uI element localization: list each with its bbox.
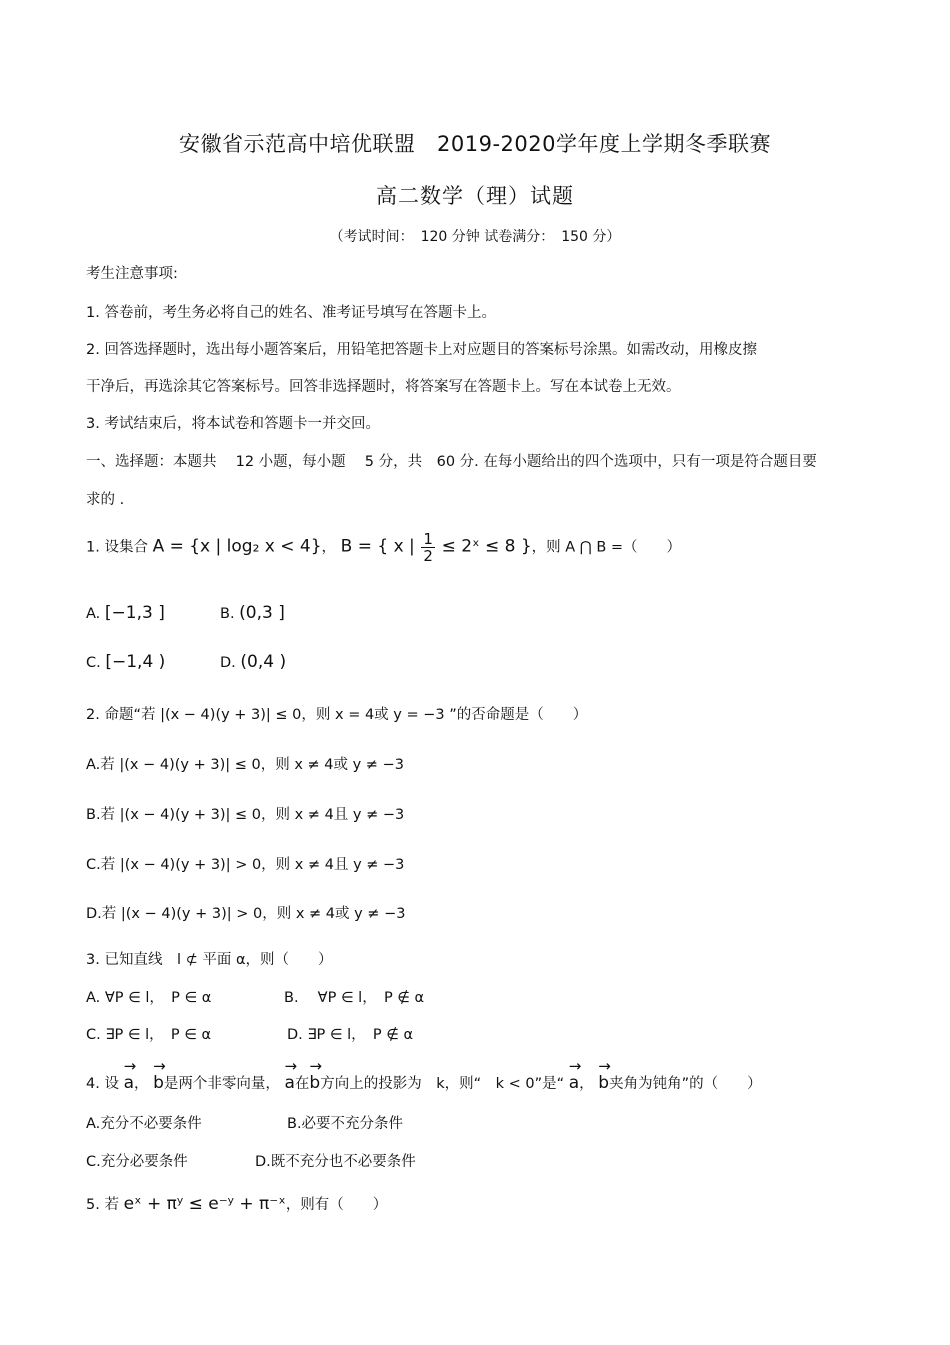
q1-option-d-value: (0,4 ) — [240, 652, 287, 672]
exam-title: 安徽省示范高中培优联盟 2019-2020学年度上学期冬季联赛 — [179, 132, 771, 156]
q1-option-a-label: A. — [86, 606, 101, 622]
q1-fraction-numerator: 1 — [423, 530, 433, 548]
q1-suffix: ，则 A ⋂ B =（ ） — [531, 539, 682, 556]
q4-part-6: 夹角为钝角”的（ ） — [609, 1076, 762, 1092]
q5-expression: eˣ + πʸ ≤ e⁻ʸ + π⁻ˣ — [123, 1194, 286, 1214]
q4-vector-a: → a — [124, 1063, 134, 1093]
q1-option-c-value: [−1,4 ) — [105, 652, 166, 672]
q4-vector-a-2: → a — [285, 1063, 295, 1093]
q1-set-b-end: ≤ 2ˣ ≤ 8 } — [441, 536, 532, 557]
question-3-stem: 3. 已知直线 l ⊄ 平面 α，则（ ） — [86, 952, 333, 968]
q3-option-a: A. ∀P ∈ l， P ∈ α — [86, 990, 212, 1006]
q4-part-4: 在 — [294, 1076, 310, 1092]
q1-fraction — [421, 531, 435, 564]
q4-part-2b: ， — [579, 1076, 594, 1092]
notice-heading: 考生注意事项: — [86, 266, 178, 282]
q2-option-b: B.若 |(x − 4)(y + 3)| ≤ 0，则 x ≠ 4且 y ≠ −3 — [86, 807, 405, 823]
q1-option-a — [86, 603, 165, 623]
question-1-stem — [86, 531, 681, 564]
exam-info: （考试时间： 120 分钟 试卷满分： 150 分） — [329, 229, 621, 245]
q1-prefix: 1. 设集合 — [86, 539, 148, 556]
section-heading-line2: 求的 . — [86, 492, 125, 508]
q4-option-d: D.既不充分也不必要条件 — [255, 1154, 416, 1170]
q4-part-3: 是两个非零向量， — [163, 1076, 280, 1092]
q1-option-b-value: (0,3 ] — [239, 603, 285, 623]
q1-separator: ， — [321, 539, 337, 556]
q4-option-b: B.必要不充分条件 — [287, 1116, 404, 1132]
notice-item-3: 3. 考试结束后，将本试卷和答题卡一并交回。 — [86, 416, 380, 432]
q4-part-2: ， — [133, 1076, 149, 1092]
q1-option-d-label: D. — [220, 655, 236, 671]
q4-vector-b-3: → b — [598, 1063, 609, 1093]
q1-option-b-label: B. — [220, 606, 235, 622]
q1-fraction-denominator: 2 — [423, 547, 433, 565]
q5-prefix: 5. 若 — [86, 1197, 119, 1213]
q4-option-a: A.充分不必要条件 — [86, 1116, 202, 1132]
notice-item-1: 1. 答卷前，考生务必将自己的姓名、准考证号填写在答题卡上。 — [86, 305, 496, 321]
q1-option-c — [86, 652, 165, 672]
question-5-stem — [86, 1193, 387, 1214]
q1-option-d — [220, 652, 286, 672]
q1-option-c-label: C. — [86, 655, 101, 671]
q5-suffix: ，则有（ ） — [285, 1197, 388, 1213]
q3-option-d: D. ∃P ∈ l， P ∉ α — [287, 1027, 414, 1043]
section-heading-line1: 一、选择题：本题共 12 小题，每小题 5 分，共 60 分. 在每小题给出的四个选项中，只有一项是符合题目要 — [86, 454, 817, 470]
q4-vector-b-2: → b — [309, 1063, 320, 1093]
q4-part-1: 4. 设 — [86, 1076, 119, 1092]
q1-option-b — [220, 603, 285, 623]
q2-option-a: A.若 |(x − 4)(y + 3)| ≤ 0，则 x ≠ 4或 y ≠ −3 — [86, 757, 404, 773]
q1-set-a: A = {x | log₂ x < 4} — [152, 536, 322, 557]
notice-item-2b: 干净后，再选涂其它答案标号。回答非选择题时，将答案写在答题卡上。写在本试卷上无效。 — [86, 379, 681, 395]
q2-option-d: D.若 |(x − 4)(y + 3)| > 0，则 x ≠ 4或 y ≠ −3 — [86, 906, 406, 922]
q4-part-5: 方向上的投影为 k，则“ k < 0”是“ — [320, 1076, 565, 1092]
exam-subject: 高二数学（理）试题 — [376, 184, 574, 208]
question-4-stem — [86, 1063, 762, 1093]
q4-vector-a-3: → a — [569, 1063, 579, 1093]
q1-option-a-value: [−1,3 ] — [104, 603, 165, 623]
q1-set-b-start: B = { x | — [340, 536, 415, 557]
question-2-stem: 2. 命题“若 |(x − 4)(y + 3)| ≤ 0，则 x = 4或 y = −3 ”的否命题是（ ） — [86, 707, 588, 723]
notice-item-2a: 2. 回答选择题时，选出每小题答案后，用铅笔把答题卡上对应题目的答案标号涂黑。如需改动，用橡皮擦 — [86, 342, 757, 358]
q3-option-b: B. ∀P ∈ l， P ∉ α — [284, 990, 425, 1006]
q3-option-c: C. ∃P ∈ l， P ∈ α — [86, 1027, 212, 1043]
q4-option-c: C.充分必要条件 — [86, 1154, 188, 1170]
q2-option-c: C.若 |(x − 4)(y + 3)| > 0，则 x ≠ 4且 y ≠ −3 — [86, 857, 405, 873]
q4-vector-b: → b — [153, 1063, 164, 1093]
